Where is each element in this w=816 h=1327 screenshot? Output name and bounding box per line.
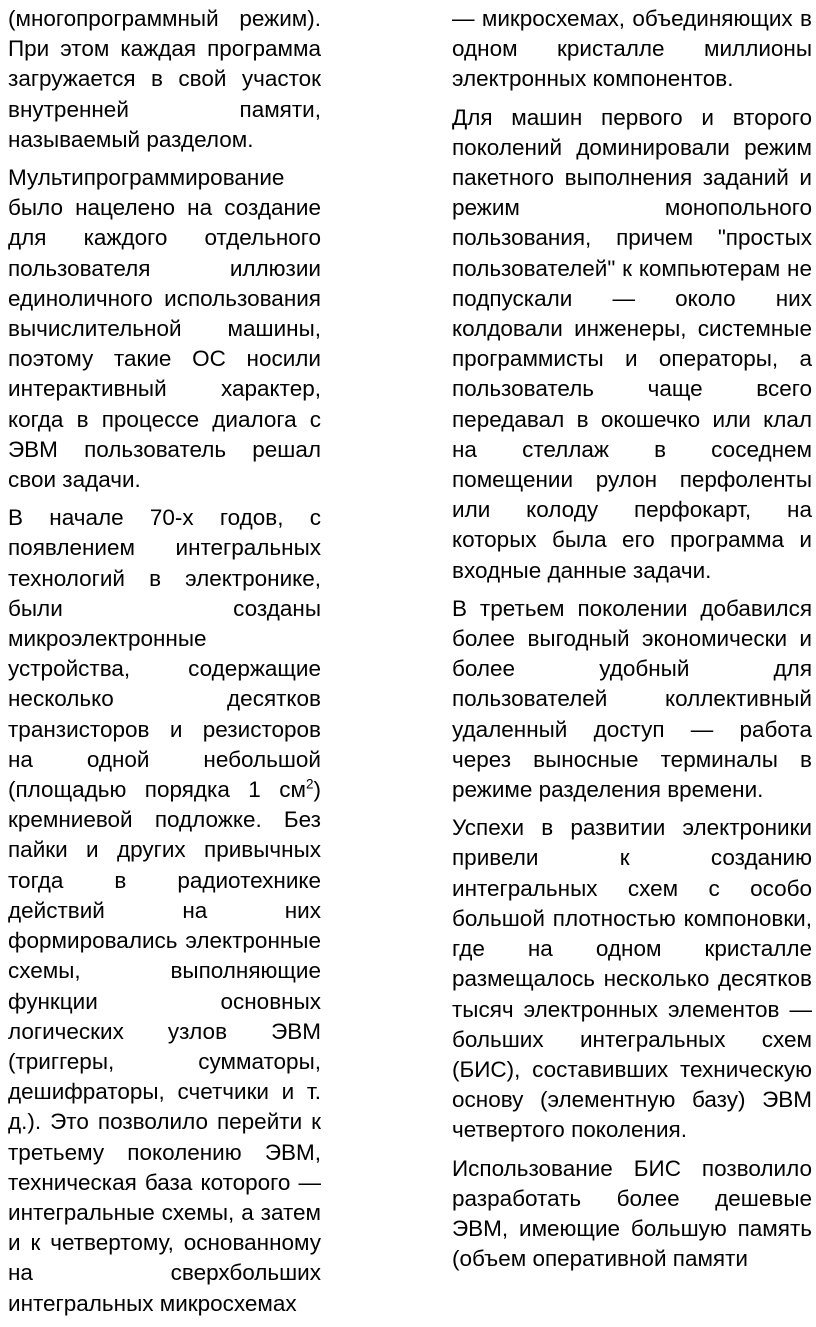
left-text-column [8,4,321,1327]
paragraph-integral-technologies [8,503,321,1318]
right-text-column [452,4,812,1282]
paragraph-lsi-usage: Использование БИС позволило разработать более дешевые ЭВМ, имеющие большую память (объем оперативной памяти [452,1155,812,1272]
paragraph-text-part: ) кремниевой подложке. Без пайки и других привычных тогда в радиотехнике действий на них формировались электронные схемы, выполняющие функции основных логических узлов ЭВМ (триггеры, сумматоры, дешифраторы, счетчики и т. д.). Это позволило перейти к третьему поколению ЭВМ, техническая база которого — интегральные схемы, а затем и к четвертому, основанному на сверхбольших интегральных микросхемах [8,777,321,1316]
paragraph-lsi-circuits: Успехи в развитии электроники привели к созданию интегральных схем с особо большой плотностью компоновки, где на одном кристалле размещалось несколько десятков тысяч электронных элементов — больших интегральных схем (БИС), составивших техническую основу (элементную базу) ЭВМ четвертого поколения. [452,815,812,1143]
paragraph-text-part: В начале 70-х годов, с появлением интегральных технологий в электронике, были созданы микроэлектронные устройства, содержащие несколько десятков транзисторов и резисторов на одной небольшой (площадью порядка 1 см [8,505,321,803]
paragraph-third-generation: В третьем поколении добавился более выгодный экономически и более удобный для пользователей коллективный удаленный доступ — работа через выносные терминалы в режиме разделения времени. [452,595,812,803]
paragraph-multiprogramming: Мультипрограммирование было нацелено на создание для каждого отдельного пользователя иллюзии единоличного использования вычислительной машины, поэтому такие ОС носили интерактивный характер, когда в процессе диалога с ЭВМ пользователь решал свои задачи. [8,165,321,493]
paragraph-continued: (многопрограммный режим). При этом каждая программа загружается в свой участок внутренней памяти, называемый разделом. [8,6,321,152]
paragraph-continued: — микросхемах, объединяющих в одном кристалле миллионы электронных компонентов. [452,6,812,92]
superscript-exponent: 2 [305,776,314,792]
paragraph-generations-modes: Для машин первого и второго поколений доминировали режим пакетного выполнения заданий и режим монопольного пользования, причем "простых пользователей" к компьютерам не подпускали — около них колдовали инженеры, системные программисты и операторы, а пользователь чаще всего передавал в окошечко или клал на стеллаж в соседнем помещении рулон перфоленты или колоду перфокарт, на которых была его программа и входные данные задачи. [452,104,812,583]
